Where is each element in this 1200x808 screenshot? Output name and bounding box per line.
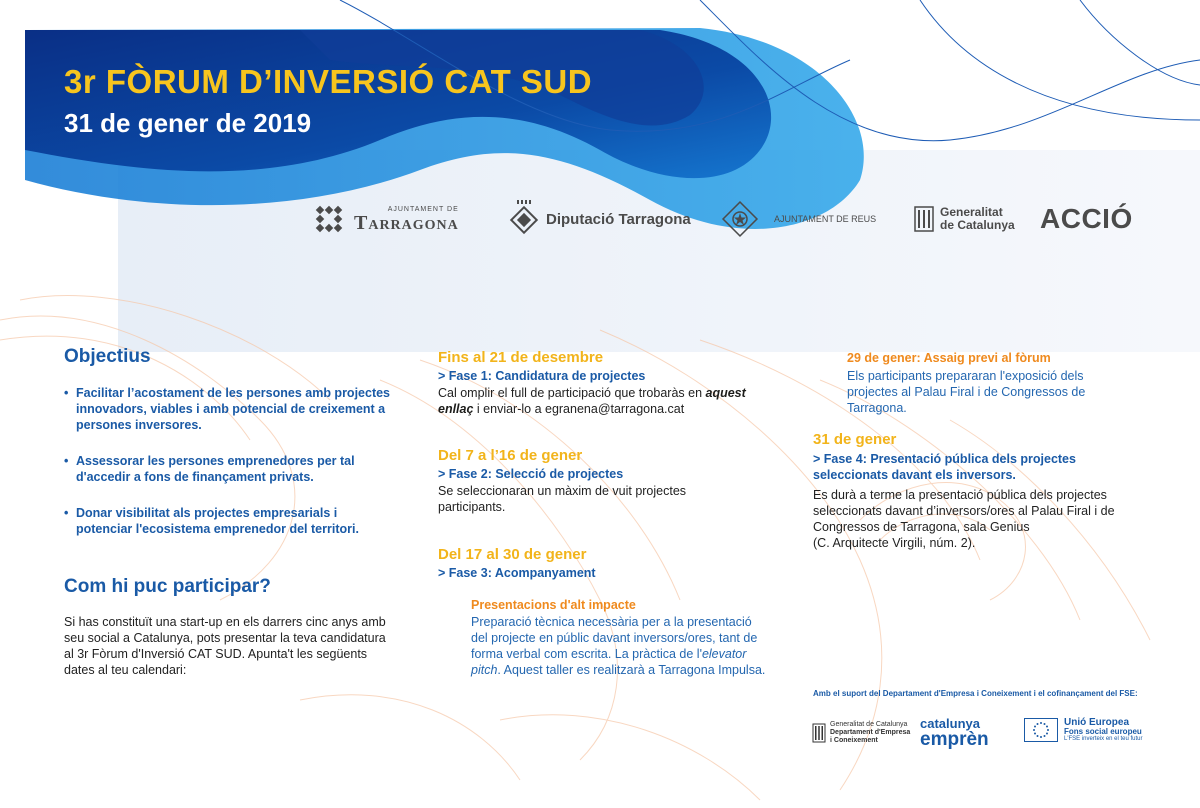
phase1-date: Fins al 21 de desembre — [438, 349, 604, 366]
logo-ajuntament-tarragona — [314, 196, 459, 242]
logo-name: Tarragona — [354, 211, 459, 234]
phase1-title: > Fase 1: Candidatura de projectes — [438, 369, 646, 383]
logo-diputacio-tarragona — [508, 196, 691, 242]
logo-ajuntament-reus — [720, 196, 876, 242]
phase4-title: > Fase 4: Presentació pública dels projectes seleccionats davant els inversors. — [813, 452, 1076, 482]
list-item — [64, 505, 394, 537]
logo-catalunya-empren — [920, 717, 989, 749]
phase3-text — [471, 614, 771, 678]
phase2-title: > Fase 2: Selecció de projectes — [438, 467, 624, 481]
bullet-text: Facilitar l’acostament de les persones amb projectes innovadors, viables i amb potencial de creixement a persones inversores. — [76, 386, 391, 432]
logo-line: Generalitat de Catalunya — [830, 721, 908, 728]
phase4-date: 31 de gener — [813, 431, 897, 448]
logo-line: emprèn — [920, 729, 989, 750]
objectius-list — [64, 385, 394, 537]
logo-caption: AJUNTAMENT DE — [387, 205, 459, 213]
assaig-text: Els participants prepararan l'exposició dels projectes al Palau Firal i de Congressos de Tarragona. — [847, 369, 1086, 415]
reus-emblem-icon — [720, 199, 760, 239]
assaig-title: 29 de gener: Assaig previ al fòrum — [847, 351, 1051, 365]
phase3-text-a: Preparació tècnica necessària per a la presentació del projecte en públic davant inversors/ores, tant de forma verbal com escrita. La pràctica de l' — [471, 615, 758, 661]
logo-name: AJUNTAMENT DE REUS — [774, 214, 877, 224]
phase2-text: Se seleccionaran un màxim de vuit projectes participants. — [438, 484, 687, 514]
phase3-subtitle: Presentacions d'alt impacte — [471, 598, 636, 612]
bullet-text: Donar visibilitat als projectes empresarials i potenciar l'ecosistema emprenedor del territori. — [76, 506, 359, 536]
phase3-date: Del 17 al 30 de gener — [438, 546, 587, 563]
logo-unio-europea — [1024, 718, 1143, 742]
phase3-title: > Fase 3: Acompanyament — [438, 566, 596, 580]
phase4-address: (C. Arquitecte Virgili, núm. 2). — [813, 536, 976, 550]
diputacio-emblem-icon — [508, 199, 540, 239]
phase3-text-b: . Aquest taller es realitzarà a Tarragona Impulsa. — [497, 663, 766, 677]
list-item — [64, 385, 394, 433]
event-date: 31 de gener de 2019 — [64, 108, 312, 138]
participation-form-link[interactable]: aquest enllaç — [438, 386, 746, 416]
logo-name: de Catalunya — [940, 218, 1015, 232]
phase1-text-b: i enviar-lo a egranena@tarragona.cat — [473, 402, 685, 416]
list-item — [64, 453, 394, 485]
eu-flag-icon — [1024, 718, 1058, 742]
logo-name: Generalitat — [940, 205, 1003, 219]
participar-text: Si has constituït una start-up en els darrers cinc anys amb seu social a Catalunya, pots presentar la teva candidatura al 3r Fòrum d'Inversió CAT SUD. Apunta't les següents dates al teu calendari: — [64, 615, 386, 677]
phase1-text — [438, 385, 778, 417]
logo-gencat-empresa — [812, 721, 910, 745]
tarragona-emblem-icon — [314, 204, 344, 234]
logo-name: ACCIÓ — [1040, 203, 1133, 234]
bullet-icon: • — [64, 386, 69, 400]
logo-line: Departament d'Empresa — [830, 729, 911, 736]
logo-line: Fons social europeu — [1064, 727, 1142, 736]
logo-line: L'FSE inverteix en el teu futur — [1064, 736, 1143, 742]
logo-line: Unió Europea — [1064, 717, 1130, 728]
support-note: Amb el suport del Departament d'Empresa i Coneixement i el cofinançament del FSE: — [813, 689, 1138, 698]
logo-name: Diputació Tarragona — [546, 210, 691, 228]
bullet-text: Assessorar les persones emprenedores per tal d'accedir a fons de finançament privats. — [76, 454, 355, 484]
logo-line: i Coneixement — [830, 737, 878, 744]
phase4-text: Es durà a terme la presentació pública dels projectes seleccionats davant d’inversors/ores al Palau Firal i de Congressos de Tarragona, sala Genius — [813, 488, 1115, 534]
page-title: 3r FÒRUM D’INVERSIÓ CAT SUD — [64, 63, 593, 100]
objectius-title: Objectius — [64, 346, 151, 367]
logo-accio — [1040, 196, 1133, 242]
phase3-text-italic: elevator pitch — [471, 647, 747, 677]
logo-generalitat — [914, 196, 1015, 242]
bullet-icon: • — [64, 506, 69, 520]
bullet-icon: • — [64, 454, 69, 468]
generalitat-emblem-icon — [812, 723, 826, 743]
phase1-text-a: Cal omplir el full de participació que trobaràs en — [438, 386, 706, 400]
phase2-date: Del 7 a l’16 de gener — [438, 447, 583, 464]
generalitat-emblem-icon — [914, 206, 934, 232]
participar-title: Com hi puc participar? — [64, 576, 271, 597]
logo-line: catalunya — [920, 716, 980, 731]
